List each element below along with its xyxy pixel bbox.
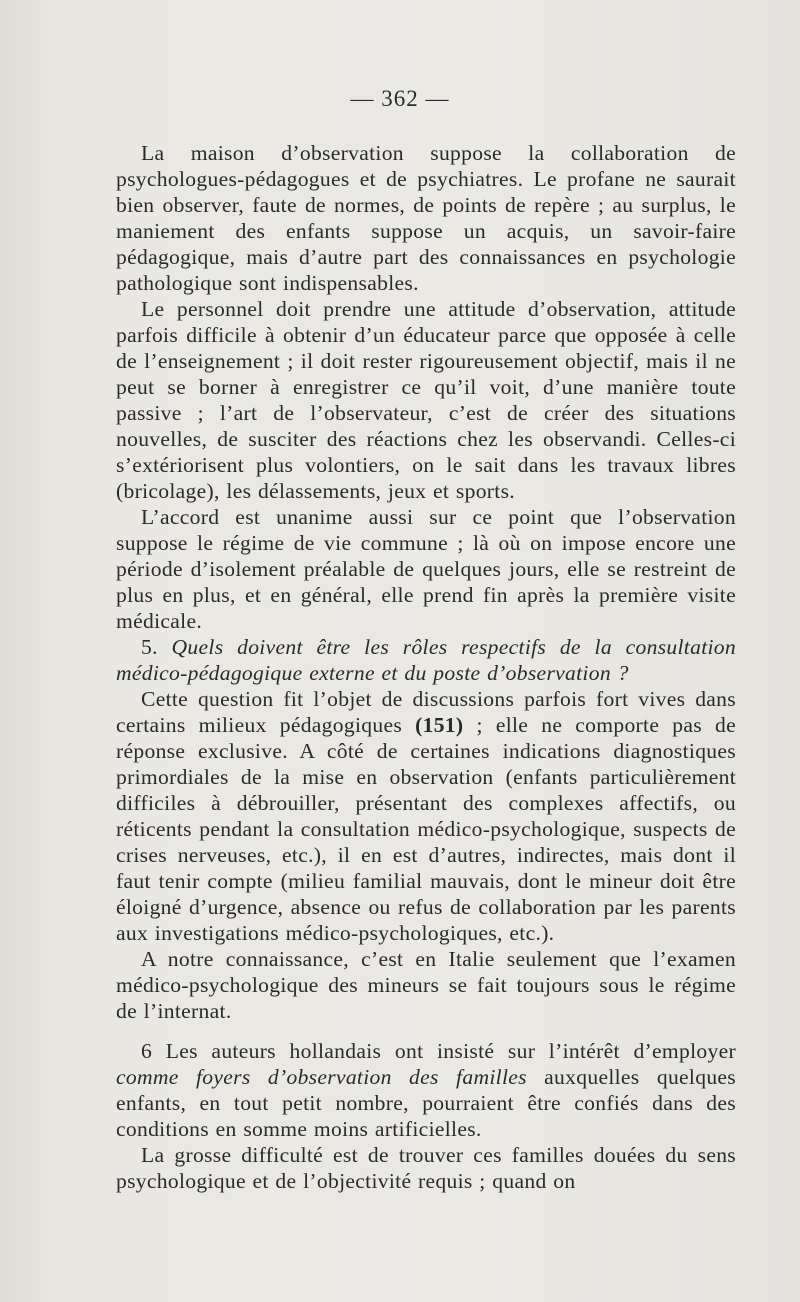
page-number: — 362 — — [350, 86, 450, 111]
paragraph — [116, 1038, 736, 1142]
reference-number: (151) — [415, 713, 464, 737]
paragraph: A notre connaissance, c’est en Italie seulement que l’examen médico-psychologique des mineurs se fait toujours sous le régime de l’internat. — [116, 947, 736, 1023]
question-text: Quels doivent être les rôles respectifs de la consultation médico-pédagogique externe et du poste d’observation ? — [116, 635, 736, 685]
paragraph-text-end: auxquelles quelques enfants, en tout petit nombre, pourraient être confiés dans des conditions en somme moins artificielles. — [116, 1065, 736, 1141]
italic-phrase: comme foyers d’observation des familles — [116, 1065, 527, 1089]
answer-text-start: Cette question fit l’objet de discussions parfois fort vives dans certains milieux pédagogiques — [116, 687, 736, 737]
section-number: 6 — [141, 1039, 153, 1063]
paragraph: La grosse difficulté est de trouver ces familles douées du sens psychologique et de l’objectivité requis ; quand on — [116, 1143, 736, 1193]
paragraph: L’accord est unanime aussi sur ce point que l’observation suppose le régime de vie commune ; là où on impose encore une période d’isolement préalable de quelques jours, elle se restreint de plus en plus, et en général, elle prend fin après la première visite médicale. — [116, 505, 736, 633]
paragraph: Le personnel doit prendre une attitude d’observation, attitude parfois difficile à obtenir d’un éducateur parce que opposée à celle de l’enseignement ; il doit rester rigoureusement objectif, mais il ne peut se borner à enregistrer ce qu’il voit, d’une manière toute passive ; l’art de l’observateur, c’est de créer des situations nouvelles, de susciter des réactions chez les observandi. Celles-ci s’extériorisent plus volontiers, on le sait dans les travaux libres (bricolage), les délassements, jeux et sports. — [116, 297, 736, 503]
paragraph-text-start: Les auteurs hollandais ont insisté sur l’intérêt d’employer — [165, 1039, 736, 1063]
paragraph: La maison d’observation suppose la collaboration de psychologues-pédagogues et de psychiatres. Le profane ne saurait bien observer, faute de normes, de points de repère ; au surplus, le maniement des enfants suppose un acquis, un savoir-faire pédagogique, mais d’autre part des connaissances en psychologie pathologique sont indispensables. — [116, 141, 736, 295]
answer-text-end: ; elle ne comporte pas de réponse exclusive. A côté de certaines indications diagnostiques primordiales de la mise en observation (enfants particulièrement difficiles à débrouiller, présentant des complexes affectifs, ou réticents pendant la consultation médico-psychologique, suspects de crises nerveuses, etc.), il en est d’autres, indirectes, mais dont il faut tenir compte (milieu familial mauvais, dont le mineur doit être éloigné d’urgence, absence ou refus de collaboration par les parents aux investigations médico-psychologiques, etc.). — [116, 713, 736, 945]
paragraph — [116, 686, 736, 946]
question-heading — [116, 634, 736, 686]
body-text — [116, 140, 736, 1194]
question-number: 5. — [141, 635, 158, 659]
